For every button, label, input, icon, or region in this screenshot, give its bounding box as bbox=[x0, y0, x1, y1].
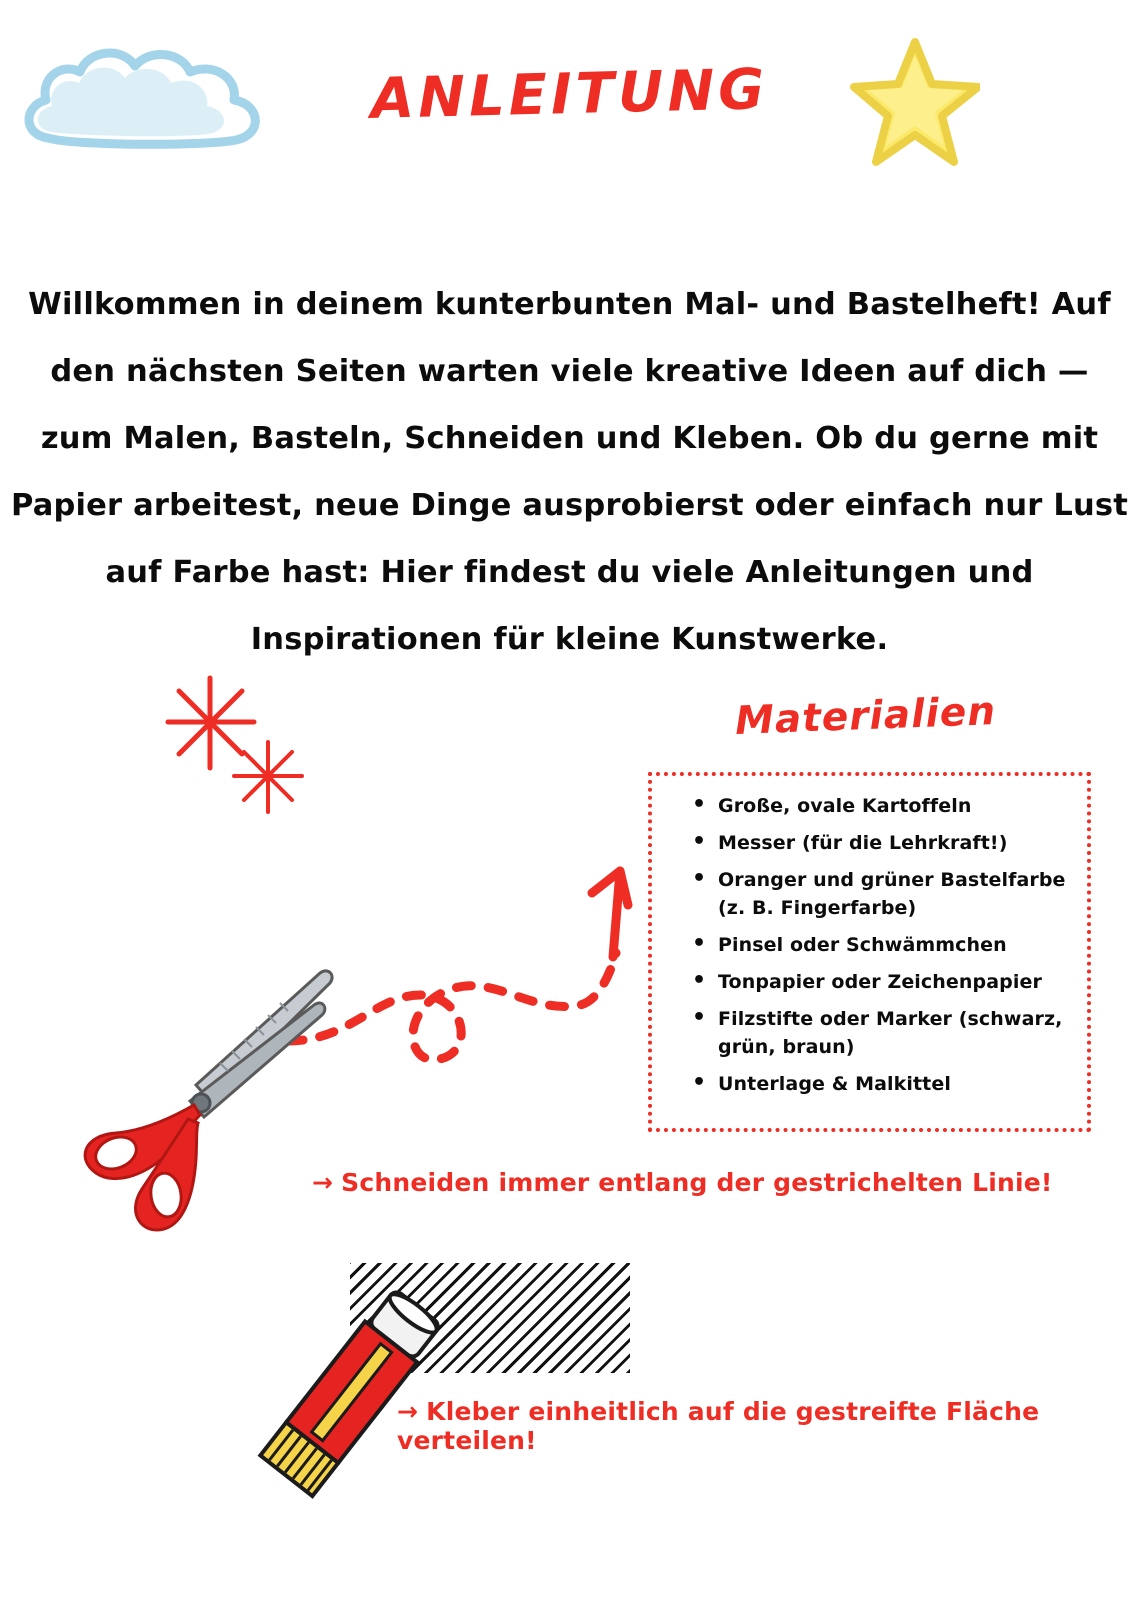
page-header bbox=[0, 0, 1139, 200]
scissors-icon bbox=[70, 945, 370, 1245]
list-item-label: Messer (für die Lehrkraft!) bbox=[718, 832, 1008, 854]
sparkle-icon bbox=[160, 672, 320, 832]
page-title: ANLEITUNG bbox=[370, 57, 769, 132]
list-item-label: Pinsel oder Schwämmchen bbox=[718, 934, 1007, 956]
list-item bbox=[718, 866, 1073, 922]
list-item-label: Große, ovale Kartoffeln bbox=[718, 795, 972, 817]
list-item bbox=[718, 1005, 1073, 1061]
glue-stick-icon bbox=[236, 1278, 466, 1508]
list-item bbox=[718, 829, 1073, 857]
list-item-label: Tonpapier oder Zeichenpapier bbox=[718, 971, 1042, 993]
intro-paragraph: Willkommen in deinem kunterbunten Mal- und Bastelheft! Auf den nächsten Seiten warten viele kreative Ideen auf dich — zum Malen, Basteln, Schneiden und Kleben. Ob du gerne mit Papier arbeitest, neue Dinge ausprobierst oder einfach nur Lust auf Farbe hast: Hier findest du viele Anleitungen und Inspirationen für kleine Kunstwerke. bbox=[10, 286, 1129, 657]
list-item-label: Oranger und grüner Bastelfarbe bbox=[718, 869, 1066, 891]
list-item-label: Unterlage & Malkittel bbox=[718, 1073, 951, 1095]
list-item-label-cont: (z. B. Fingerfarbe) bbox=[718, 897, 917, 919]
arrow-right-icon: → bbox=[397, 1397, 419, 1426]
glue-note-label: Kleber einheitlich auf die gestreifte Fläche verteilen! bbox=[397, 1397, 1040, 1455]
star-icon bbox=[850, 32, 980, 172]
list-item-label: Filzstifte oder Marker (schwarz, bbox=[718, 1008, 1063, 1030]
list-item bbox=[718, 968, 1073, 996]
glue-note bbox=[397, 1397, 1139, 1455]
list-item bbox=[718, 792, 1073, 820]
arrow-right-icon: → bbox=[312, 1168, 334, 1197]
cut-note bbox=[312, 1168, 1053, 1197]
materials-box bbox=[648, 772, 1091, 1132]
materials-title: Materialien bbox=[734, 689, 997, 744]
list-item bbox=[718, 931, 1073, 959]
cut-note-label: Schneiden immer entlang der gestrichelten Linie! bbox=[341, 1168, 1053, 1197]
materials-list bbox=[652, 776, 1087, 1098]
list-item bbox=[718, 1070, 1073, 1098]
list-item-label-cont: grün, braun) bbox=[718, 1036, 855, 1058]
